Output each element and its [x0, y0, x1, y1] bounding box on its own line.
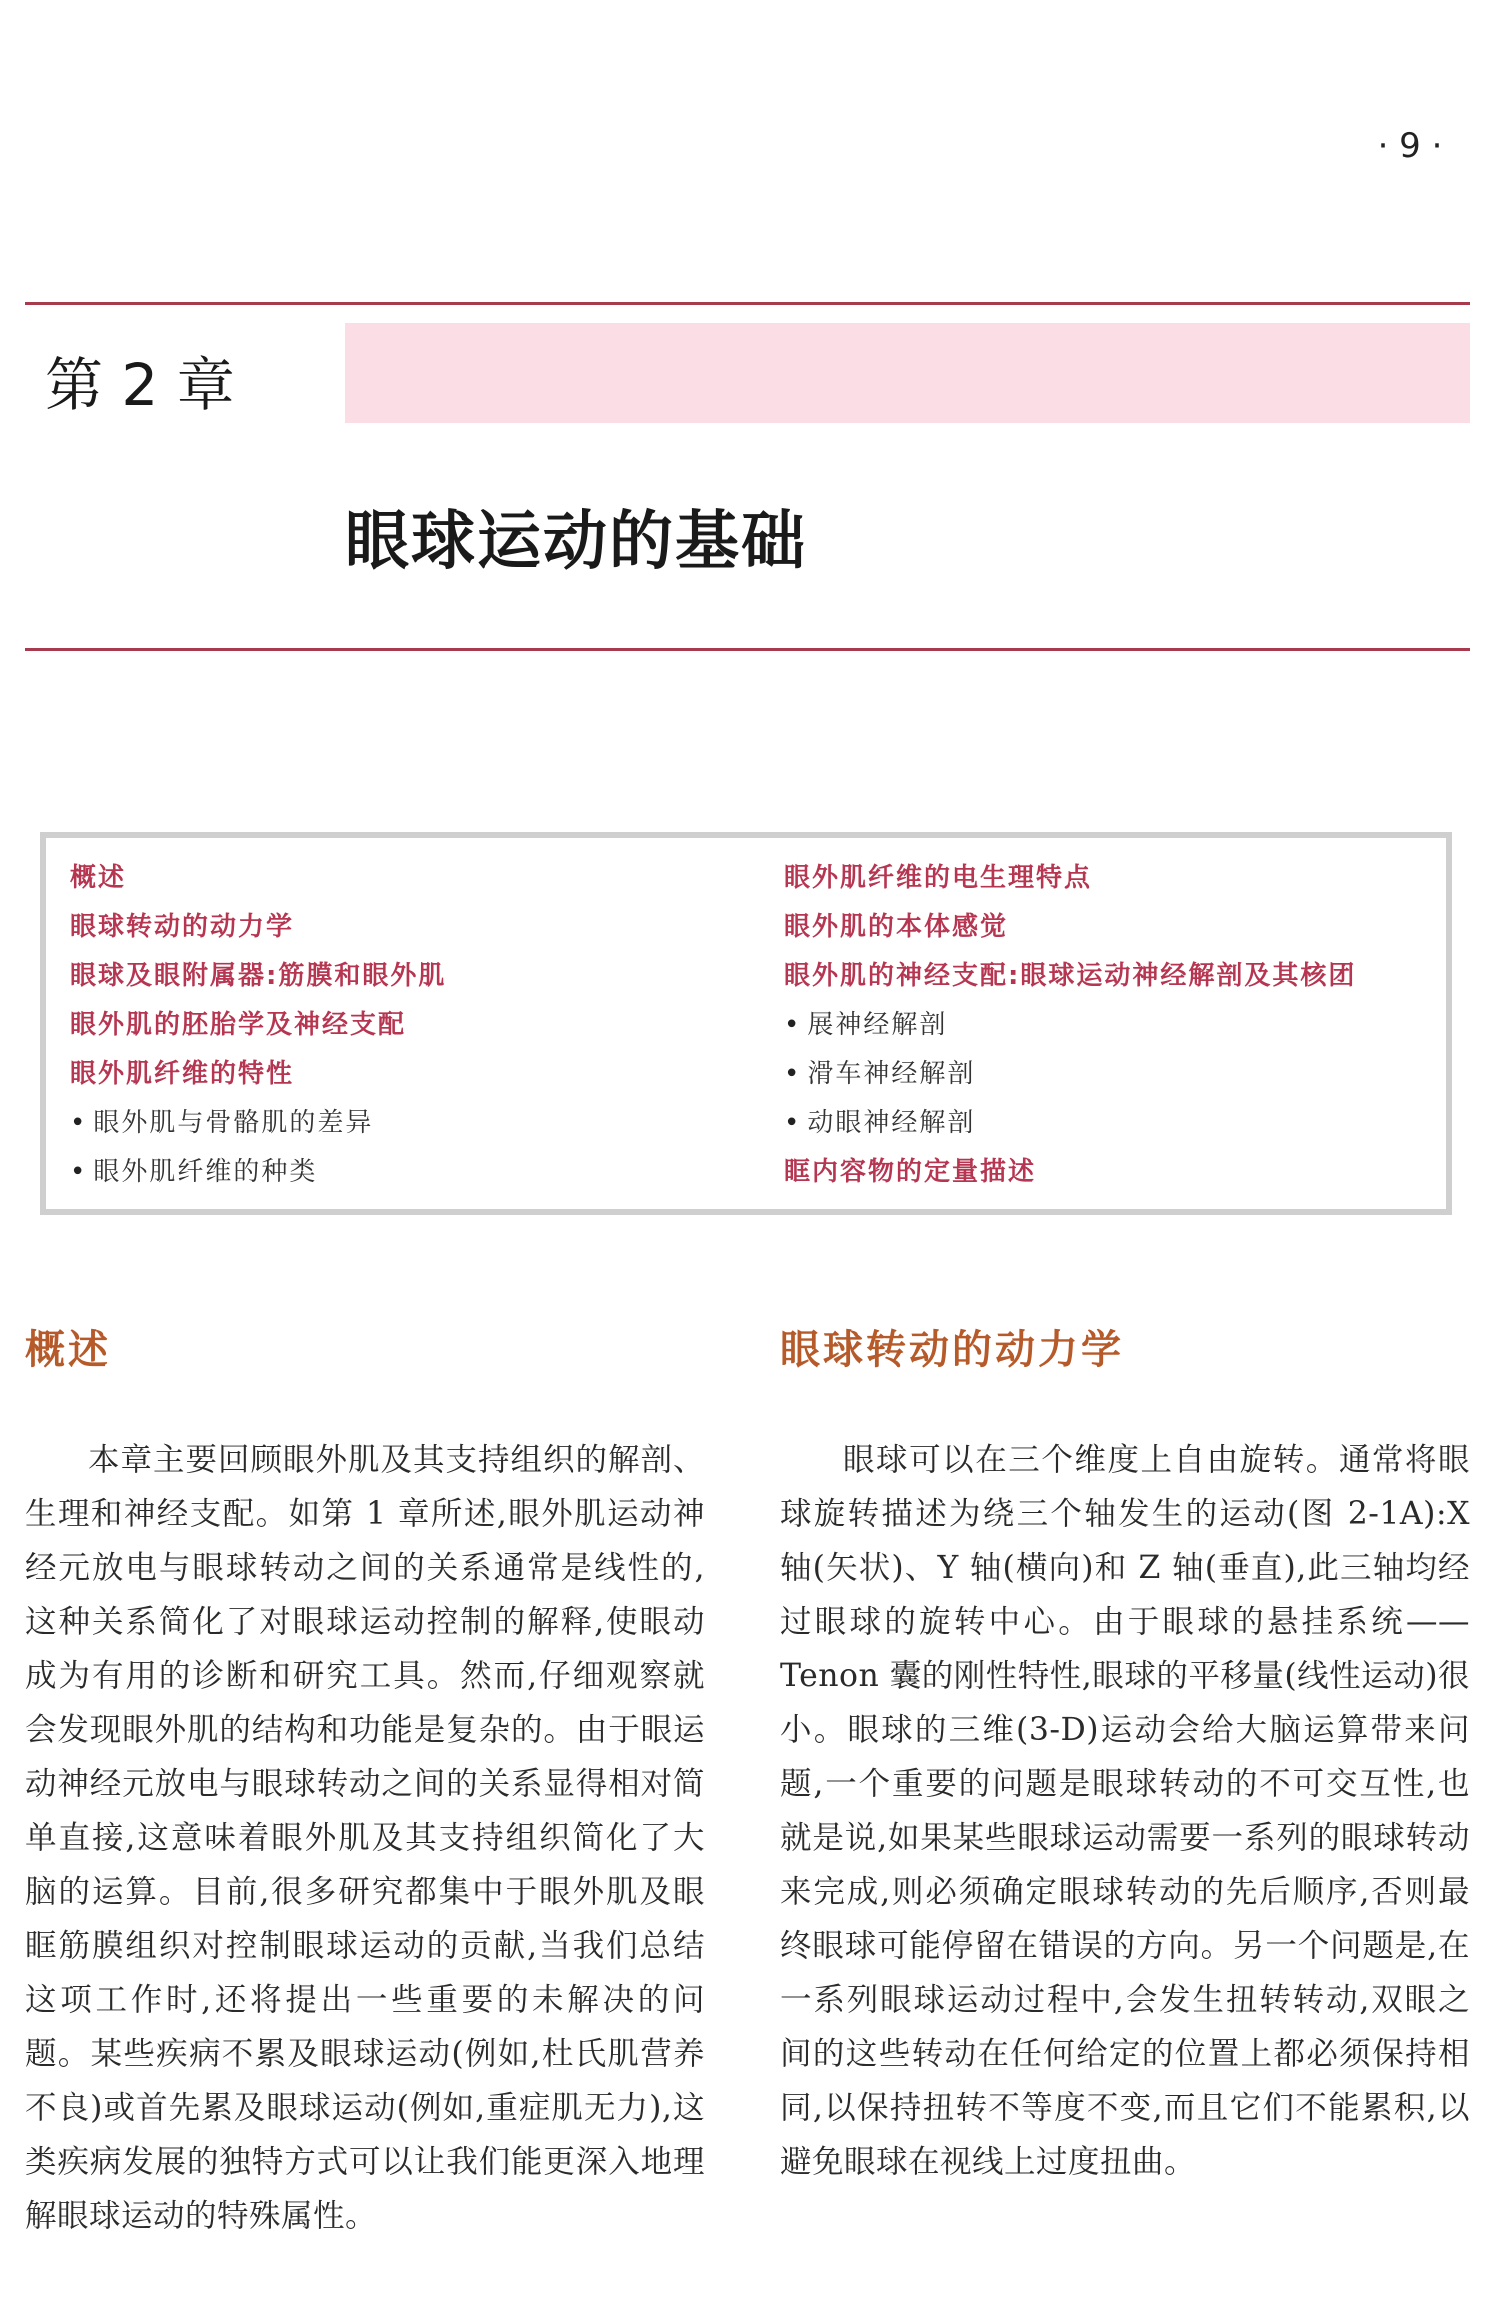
toc-item[interactable]: 眼外肌纤维的特性	[70, 1059, 295, 1089]
bullet-icon: •	[70, 1157, 88, 1187]
toc-item[interactable]: 眼外肌的本体感觉	[784, 912, 1009, 942]
toc-item[interactable]: 概述	[70, 863, 127, 893]
toc-subitem[interactable]	[70, 1105, 446, 1154]
bullet-icon: •	[784, 1059, 802, 1089]
chapter-contents-box	[40, 832, 1452, 1215]
toc-item[interactable]: 眼外肌的胚胎学及神经支配	[70, 1010, 407, 1040]
toc-item[interactable]: 眶内容物的定量描述	[784, 1157, 1037, 1187]
chapter-label: 第 2 章	[45, 351, 235, 419]
toc-subitem-label: 眼外肌纤维的种类	[93, 1157, 318, 1187]
bullet-icon: •	[784, 1010, 802, 1040]
toc-subitem-label: 动眼神经解剖	[807, 1108, 976, 1138]
toc-subitem[interactable]	[784, 1007, 1356, 1056]
page-number: · 9 ·	[1377, 126, 1443, 166]
section-eye-rotation-dynamics	[780, 1318, 1470, 2189]
toc-subitem-label: 眼外肌与骨骼肌的差异	[93, 1108, 374, 1138]
toc-item[interactable]: 眼外肌的神经支配:眼球运动神经解剖及其核团	[784, 961, 1357, 991]
section-overview	[25, 1318, 705, 2243]
section-heading: 眼球转动的动力学	[780, 1327, 1124, 1373]
toc-item[interactable]: 眼球转动的动力学	[70, 912, 295, 942]
chapter-top-rule	[25, 302, 1470, 305]
chapter-banner	[345, 323, 1470, 423]
chapter-title: 眼球运动的基础	[345, 504, 807, 579]
toc-item[interactable]: 眼外肌纤维的电生理特点	[784, 863, 1093, 893]
bullet-icon: •	[70, 1108, 88, 1138]
toc-subitem-label: 滑车神经解剖	[807, 1059, 976, 1089]
chapter-bottom-rule	[25, 648, 1470, 651]
toc-left-column	[70, 860, 446, 1203]
toc-subitem[interactable]	[784, 1056, 1356, 1105]
toc-subitem[interactable]	[784, 1105, 1356, 1154]
section-body: 眼球可以在三个维度上自由旋转。通常将眼球旋转描述为绕三个轴发生的运动(图 2-1A):X 轴(矢状)、Y 轴(横向)和 Z 轴(垂直),此三轴均经过眼球的旋转中心。由于眼球的悬挂系统——Tenon 囊的刚性特性,眼球的平移量(线性运动)很小。眼球的三维(3-D)运动会给大脑运算带来问题,一个重要的问题是眼球转动的不可交互性,也就是说,如果某些眼球运动需要一系列的眼球转动来完成,则必须确定眼球转动的先后顺序,否则最终眼球可能停留在错误的方向。另一个问题是,在一系列眼球运动过程中,会发生扭转转动,双眼之间的这些转动在任何给定的位置上都必须保持相同,以保持扭转不等度不变,而且它们不能累积,以避免眼球在视线上过度扭曲。	[780, 1442, 1470, 2180]
toc-right-column	[784, 860, 1356, 1203]
section-heading: 概述	[25, 1327, 111, 1373]
bullet-icon: •	[784, 1108, 802, 1138]
section-body: 本章主要回顾眼外肌及其支持组织的解剖、生理和神经支配。如第 1 章所述,眼外肌运动神经元放电与眼球转动之间的关系通常是线性的,这种关系简化了对眼球运动控制的解释,使眼动成为有用的诊断和研究工具。然而,仔细观察就会发现眼外肌的结构和功能是复杂的。由于眼运动神经元放电与眼球转动之间的关系显得相对简单直接,这意味着眼外肌及其支持组织简化了大脑的运算。目前,很多研究都集中于眼外肌及眼眶筋膜组织对控制眼球运动的贡献,当我们总结这项工作时,还将提出一些重要的未解决的问题。某些疾病不累及眼球运动(例如,杜氏肌营养不良)或首先累及眼球运动(例如,重症肌无力),这类疾病发展的独特方式可以让我们能更深入地理解眼球运动的特殊属性。	[25, 1442, 705, 2234]
toc-subitem-label: 展神经解剖	[807, 1010, 948, 1040]
toc-subitem[interactable]	[70, 1154, 446, 1203]
toc-item[interactable]: 眼球及眼附属器:筋膜和眼外肌	[70, 961, 447, 991]
